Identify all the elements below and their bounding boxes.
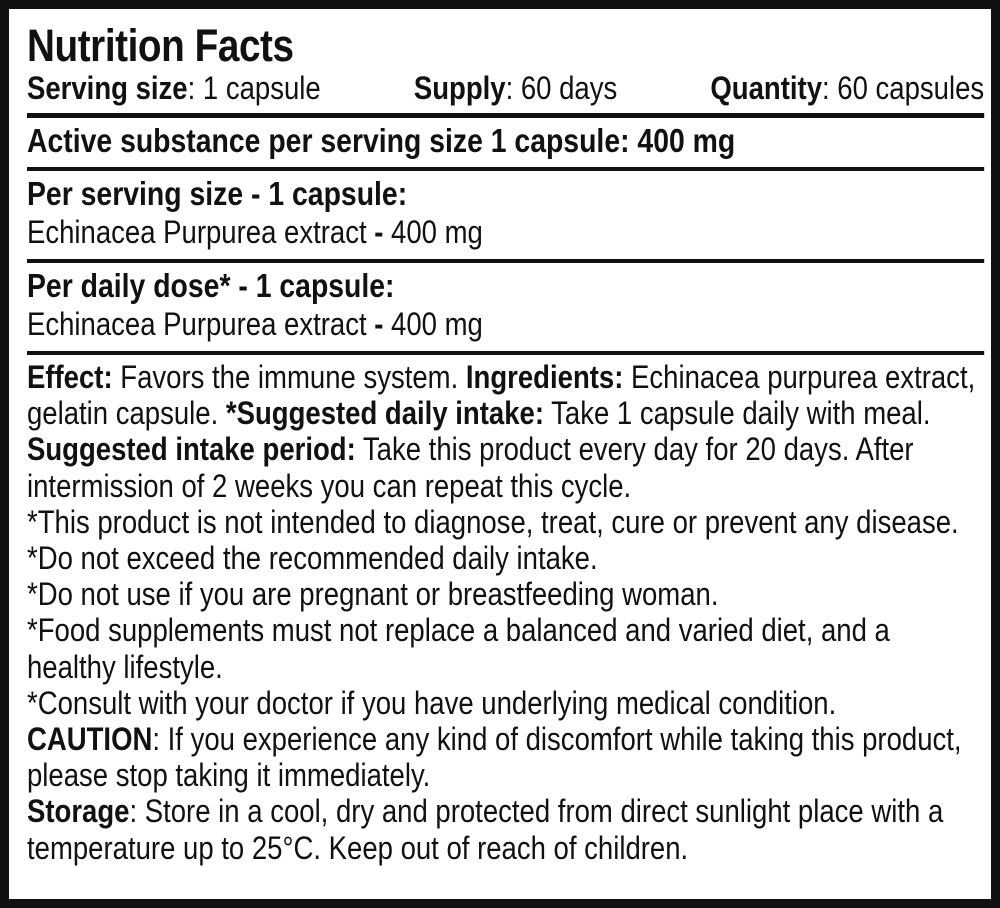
supply [414, 69, 617, 107]
period-text: Take this product every day for 20 days. After intermission of 2 weeks you can repeat this cycle. [27, 431, 914, 504]
per-daily-section [27, 263, 984, 351]
effect-text: Favors the immune system. [112, 359, 466, 395]
caution [27, 721, 984, 793]
per-daily-item-dash: - [374, 306, 384, 342]
quantity [710, 69, 984, 107]
ingredients-text: Echinacea purpurea extract, gelatin capsule. [27, 359, 976, 432]
storage [27, 793, 984, 865]
label-content [27, 21, 984, 866]
per-serving-item-name: Echinacea Purpurea extract [27, 214, 375, 250]
note: *Food supplements must not replace a balanced and varied diet, and a healthy lifestyle. [27, 612, 890, 685]
ingredients-label: Ingredients: [465, 359, 624, 395]
info-section [27, 355, 984, 866]
note: *Do not use if you are pregnant or breastfeeding woman. [27, 576, 719, 613]
caution-label: CAUTION [27, 721, 153, 758]
per-daily-item [27, 305, 984, 343]
quantity-label: Quantity [710, 70, 823, 106]
storage-text: : Store in a cool, dry and protected from direct sunlight place with a temperature up to 25°C. Keep out of reach of children. [27, 793, 944, 866]
note: *This product is not intended to diagnose, treat, cure or prevent any disease. [27, 503, 959, 540]
intake-text: Take 1 capsule daily with meal. [543, 395, 931, 432]
per-daily-heading: Per daily dose* - 1 capsule: [27, 267, 395, 304]
per-serving-item-amount: 400 mg [383, 214, 483, 250]
serving-info-row [27, 69, 984, 113]
per-daily-item-amount: 400 mg [383, 306, 483, 342]
note: *Consult with your doctor if you have underlying medical condition. [27, 684, 837, 721]
storage-label: Storage [27, 793, 130, 830]
effect-label: Effect: [27, 359, 113, 395]
info-paragraph [27, 359, 984, 504]
per-daily-item-name: Echinacea Purpurea extract [27, 306, 375, 342]
serving-size [27, 69, 321, 107]
intake-label: *Suggested daily intake: [225, 395, 544, 432]
per-serving-section [27, 171, 984, 259]
serving-size-label: Serving size [27, 70, 188, 106]
per-serving-item-dash: - [374, 214, 384, 250]
quantity-value: : 60 capsules [822, 70, 985, 106]
note: *Do not exceed the recommended daily intake. [27, 540, 598, 577]
per-serving-heading: Per serving size - 1 capsule: [27, 175, 408, 212]
active-substance: Active substance per serving size 1 capsule: 400 mg [27, 122, 736, 159]
label-title: Nutrition Facts [27, 20, 294, 71]
supply-value: : 60 days [505, 70, 618, 106]
period-label: Suggested intake period: [27, 431, 356, 468]
caution-text: : If you experience any kind of discomfort while taking this product, please stop taking it immediately. [27, 721, 962, 794]
serving-size-value: : 1 capsule [187, 70, 321, 106]
per-serving-item [27, 213, 984, 251]
supply-label: Supply [413, 70, 506, 106]
